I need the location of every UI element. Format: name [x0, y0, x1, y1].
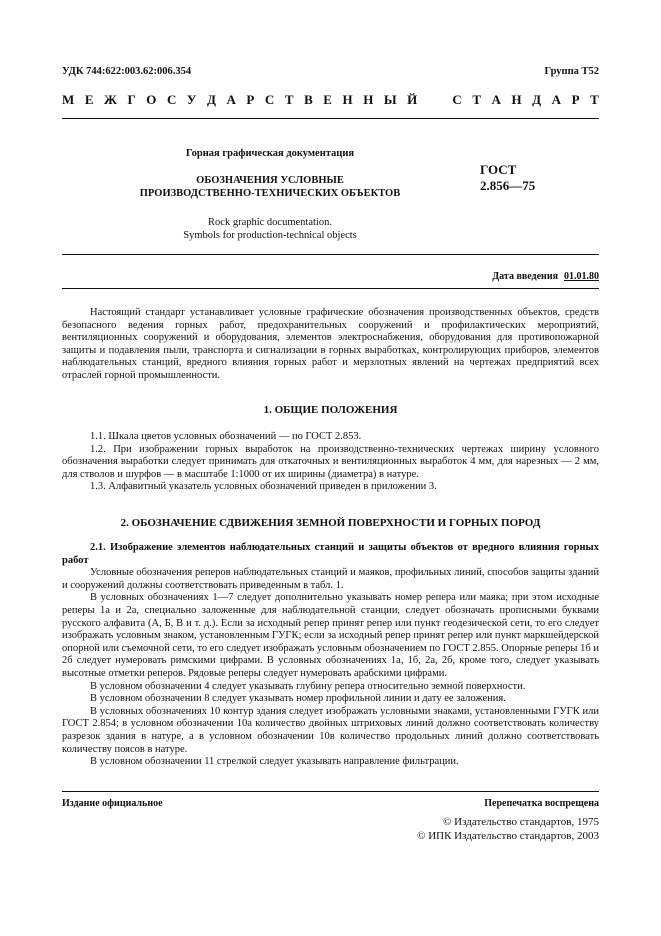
reprint-label: Перепечатка воспрещена — [484, 798, 599, 809]
interstate-standard-banner: М Е Ж Г О С У Д А Р С Т В Е Н Н Ы Й С Т А Н Д А Р Т — [62, 92, 599, 107]
header-rule — [62, 118, 599, 119]
preamble: Настоящий стандарт устанавливает условные графические обозначения производственных объектов, средств безопасного ведения горных работ, предохранительных сооружений и профилактических мероприятий, вентиляционных сооружений и оборудования, элементов электроснабжения, оборудования для противопожарной защиты и подавления пыли, транспорта и сигнализации в горных выработках, контролирующих приборов, элементов наблюдательных станций, вредного влияния горных работ и мерзлотных явлений на чертежах предприятий всех отраслей горной промышленности. — [62, 307, 599, 381]
page-title: ОБОЗНАЧЕНИЯ УСЛОВНЫЕ ПРОИЗВОДСТВЕННО-ТЕХНИЧЕСКИХ ОБЪЕКТОВ — [139, 175, 401, 199]
gost-number: ГОСТ 2.856—75 — [480, 162, 536, 193]
section2-body: 2.1. Изображение элементов наблюдательных станций и защиты объектов от вредного влияния горных работ Условные обозначения реперов наблюдательных станций и маяков, профильных линий, способов защиты зданий и сооружений должны соответствовать приведенным в табл. 1. В условных обозначениях 1—7 следует дополнительно указывать номер репера или маяка; при этом исходные реперы 1а и 2а, специально заложенные для наблюдательной станции, следует обозначать прописными буквами русского алфавита (А, Б, В и т. д.). Если за исходный репер принят репер или пункт геодезической сети, то его следует изображать условным знаком, установленным ГУГК; если за исходный репер принят репер или пункт маркшейдерской опорной или съемочной сети, то его следует изображать условным обозначением по ГОСТ 2.855. Опорные реперы 1б и 2б следует нумеровать римскими цифрами. В условных обозначениях 1а, 1б, 2а, 2б, кроме того, следует указывать высотные отметки реперов. Рядовые реперы следует нумеровать арабскими цифрами. В условном обозначении 4 следует указывать глубину репера относительно земной поверхности. В условном обозначении 8 следует указывать номер профильной линии и дату ее заложения. В условных обозначениях 10 контур здания следует изображать условными знаками, установленными ГУГК или ГОСТ 2.854; в условном обозначении 10а количество двойных штриховых линий должно соответствовать количеству разрезок здания в натуре, а в условном обозначении 10в количество продольных линий должно соответствовать количеству поясов в натуре. В условном обозначении 11 стрелкой следует указывать направление фильтрации. — [62, 542, 599, 768]
doc-type: Горная графическая документация — [185, 148, 355, 159]
copyright-2003: © ИПК Издательство стандартов, 2003 — [417, 830, 599, 842]
english-title: Rock graphic documentation. Symbols for production-technical objects — [183, 217, 357, 241]
section2-subheading: 2.1. Изображение элементов наблюдательных станций и защиты объектов от вредного влияния горных работ — [62, 542, 599, 566]
section1-body: 1.1. Шкала цветов условных обозначений — по ГОСТ 2.853. 1.2. При изображении горных выработок на производственно-технических чертежах ширину условного обозначения выработки следует принимать для откаточных и вентиляционных выработок 4 мм, для нарезных — 2 мм, для стволов и шурфов — в масштабе 1:1000 от их ширины (диаметра) в натуре. 1.3. Алфавитный указатель условных обозначений приведен в приложении 3. — [62, 431, 599, 493]
footer-rule — [62, 791, 599, 792]
section1-heading: 1. ОБЩИЕ ПОЛОЖЕНИЯ — [263, 404, 398, 416]
section2-heading: 2. ОБОЗНАЧЕНИЕ СДВИЖЕНИЯ ЗЕМНОЙ ПОВЕРХНОСТИ И ГОРНЫХ ПОРОД — [120, 517, 541, 529]
copyright-1975: © Издательство стандартов, 1975 — [443, 816, 599, 828]
edition-label: Издание официальное — [62, 798, 163, 809]
intro-date: Дата введения 01.01.80 — [492, 271, 599, 282]
title-rule — [62, 254, 599, 255]
group-code: Группа Т52 — [544, 66, 599, 77]
date-rule — [62, 288, 599, 289]
udk-code: УДК 744:622:003.62:006.354 — [62, 66, 192, 77]
